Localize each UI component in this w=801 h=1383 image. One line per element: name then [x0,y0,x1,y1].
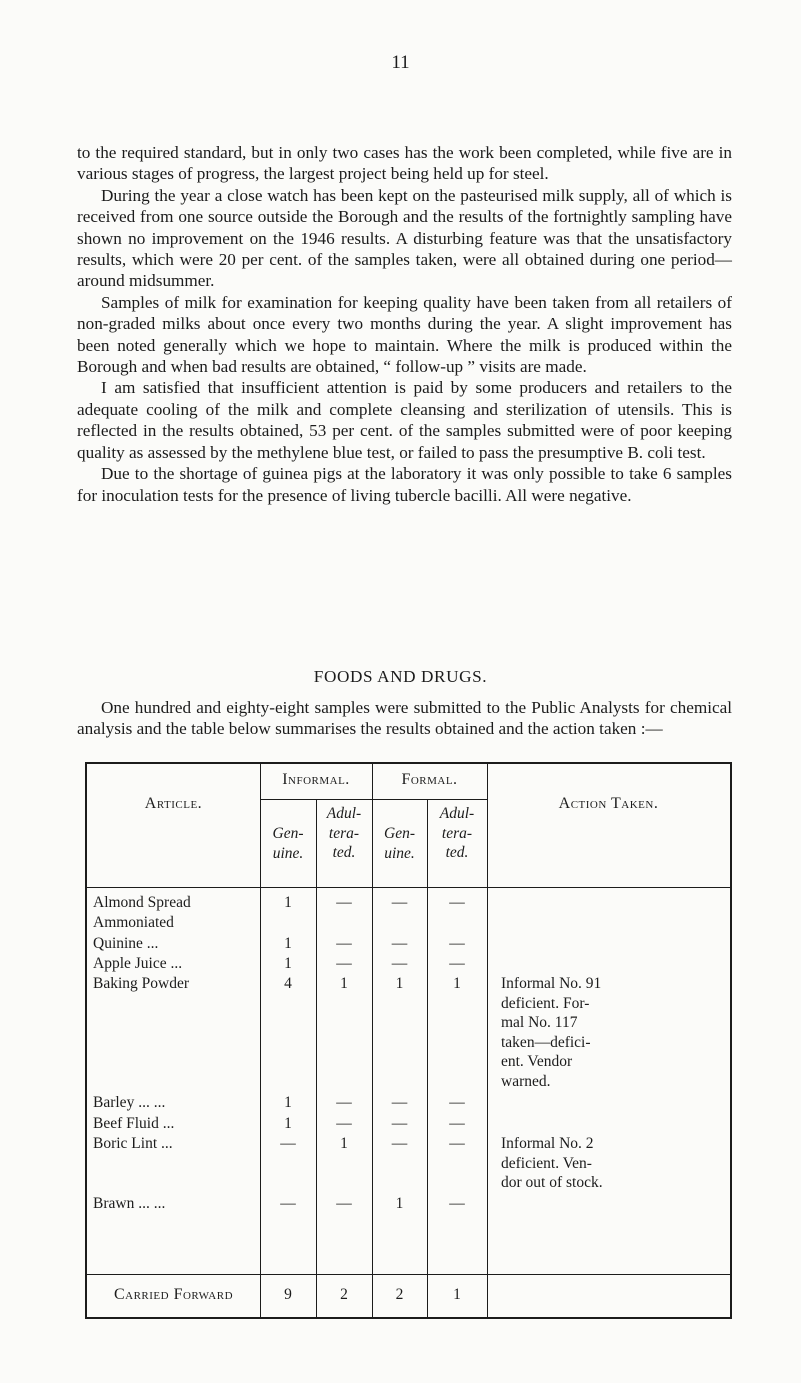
cell: 1 [284,955,292,972]
cell: — [449,1135,465,1152]
cell: 1 [453,975,461,992]
cell: 1 [284,1115,292,1132]
cell: — [391,894,408,911]
table-top-rule [85,762,732,764]
header-formal: Formal. [401,771,458,788]
table-bottom-rule [85,1317,732,1319]
total-cell: 2 [340,1286,348,1303]
cell: — [391,955,408,972]
cell: — [391,1135,408,1152]
header-action: Action Taken. [558,795,659,812]
total-label: Carried Forward [113,1286,234,1303]
header-rule [85,887,732,888]
col-divider [316,799,317,1319]
subheader-informal-adulterated: Adul- tera- ted. [326,805,362,861]
cell: — [336,894,352,911]
cell: 1 [284,894,292,911]
page-number: 11 [391,52,410,73]
cell: — [449,955,465,972]
row-article: Beef Fluid ... [93,1115,175,1132]
cell: 1 [340,1135,348,1152]
subheader-informal-genuine: Gen- uine. [272,825,304,862]
row-article: Almond Spread [93,894,191,911]
paragraph: Samples of milk for examination for keeping quality have been taken from all retailers of non-graded milks about once every two months during the year. A slight improvement has been noted generally which we hope to maintain. Where the milk is produced within the Borough and when bad results are obtained, “ follow-up ” visits are made. [77,292,732,377]
cell: — [449,1094,465,1111]
cell: — [449,1195,465,1212]
cell: — [336,1115,352,1132]
cell: — [391,1094,408,1111]
header-informal: Informal. [282,771,350,788]
table-right-rule [730,762,732,1319]
paragraph: Due to the shortage of guinea pigs at the laboratory it was only possible to take 6 samples for inoculation tests for the presence of living tubercle bacilli. All were negative. [77,464,732,505]
cell: — [336,955,352,972]
row-article: Quinine ... [93,935,159,952]
row-article: Baking Powder [93,975,190,992]
cell: — [449,935,465,952]
row-article: Ammoniated [93,914,174,931]
action-text: Informal No. 2 deficient. Ven- dor out of stock. [501,1135,603,1191]
header-article: Article. [144,795,203,812]
row-article: Boric Lint ... [93,1135,173,1152]
table-left-rule [85,762,87,1319]
paragraph: to the required standard, but in only two cases has the work been completed, while five are in various stages of progress, the largest project being held up for steel. [77,143,732,184]
paragraph: One hundred and eighty-eight samples were submitted to the Public Analysts for chemical analysis and the table below summarises the results obtained and the action taken :— [77,698,732,739]
cell: — [336,935,352,952]
row-article: Barley ... ... [93,1094,166,1111]
cell: — [280,1135,296,1152]
total-cell: 1 [453,1286,461,1303]
total-cell: 9 [284,1286,292,1303]
cell: — [336,1094,352,1111]
paragraph: I am satisfied that insufficient attention is paid by some producers and retailers to the adequate cooling of the milk and complete cleansing and sterilization of utensils. This is reflected in the results obtained, 53 per cent. of the samples submitted were of poor keeping quality as assessed by the methylene blue test, or failed to pass the presumptive B. coli test. [77,378,732,462]
total-cell: 2 [395,1286,404,1303]
subheader-rule [260,799,487,800]
intro-text [77,697,732,740]
section-heading: FOODS AND DRUGS. [313,667,488,686]
cell: 4 [284,975,292,992]
cell: — [391,1115,408,1132]
paragraph: During the year a close watch has been kept on the pasteurised milk supply, all of which is received from one source outside the Borough and the results of the fortnightly sampling have shown no improvement on the 1946 results. A disturbing feature was that the unsatisfactory results, which were 20 per cent. of the samples taken, were all obtained during one period—around midsummer. [77,185,732,291]
col-divider [427,799,428,1319]
row-article: Apple Juice ... [93,955,183,972]
cell: — [449,1115,465,1132]
cell: 1 [284,935,292,952]
cell: — [391,935,408,952]
cell: — [280,1195,296,1212]
total-rule [85,1274,732,1275]
cell: — [449,894,465,911]
row-article: Brawn ... ... [93,1195,166,1212]
subheader-formal-genuine: Gen- uine. [384,825,415,862]
results-table [85,762,732,1383]
body-text [77,142,732,506]
col-divider [487,762,488,1319]
cell: 1 [284,1094,292,1111]
cell: 1 [395,1195,404,1212]
cell: 1 [340,975,348,992]
cell: — [336,1195,352,1212]
cell: 1 [395,975,404,992]
subheader-formal-adulterated: Adul- tera- ted. [439,805,475,861]
action-text: Informal No. 91 deficient. For- mal No. 117 taken—defici- ent. Vendor warned. [501,975,602,1090]
